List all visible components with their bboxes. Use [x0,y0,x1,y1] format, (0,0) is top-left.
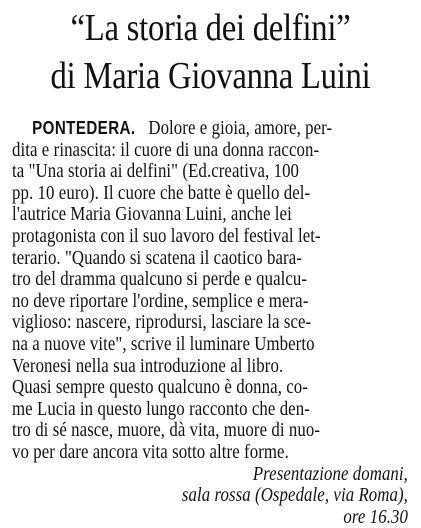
signoff-line: ore 16.30 [343,505,408,528]
article-line: terario. "Quando si scatena il caotico bara- [12,246,302,269]
article-line: pp. 10 euro). Il cuore che batte è quello del- [12,181,311,204]
article-line: tro di sé nasce, muore, dà vita, muore di nuo- [12,419,321,442]
dateline: PONTEDERA. [32,118,136,138]
signoff-line: Presentazione domani, [252,462,408,485]
headline-line-2: di Maria Giovanna Luini [50,55,371,97]
article-line-text: Dolore e gioia, amore, per- [148,117,333,139]
article-line: l'autrice Maria Giovanna Luini, anche lei [12,203,292,226]
article-line: tro del dramma qualcuno si perde e qualcu- [12,268,308,291]
article-line [12,118,349,140]
article-line: dita e rinascita: il cuore di una donna raccon- [12,138,320,161]
article-line: ta "Una storia ai delfini" (Ed.creativa, 100 [12,160,300,183]
article-line: viglioso: nascere, riprodursi, lasciare la sce- [12,311,312,334]
headline-line-1: “La storia dei delfini” [70,7,351,49]
article-line: protagonista con il suo lavoro del festival let- [12,224,321,247]
article-line: no deve riportare l'ordine, semplice e mera- [12,289,309,312]
article-line: na a nuove vite", scrive il luminare Umberto [12,332,315,355]
article-line: me Lucia in questo lungo racconto che den- [12,397,310,420]
article-line: Veronesi nella sua introduzione al libro. [12,354,284,377]
article-body [12,118,413,528]
article-line: Quasi sempre questo qualcuno è donna, co- [12,376,308,399]
article-line: vo per dare ancora vita sotto altre forme. [12,440,289,463]
signoff-line: sala rossa (Ospedale, via Roma), [181,484,408,507]
